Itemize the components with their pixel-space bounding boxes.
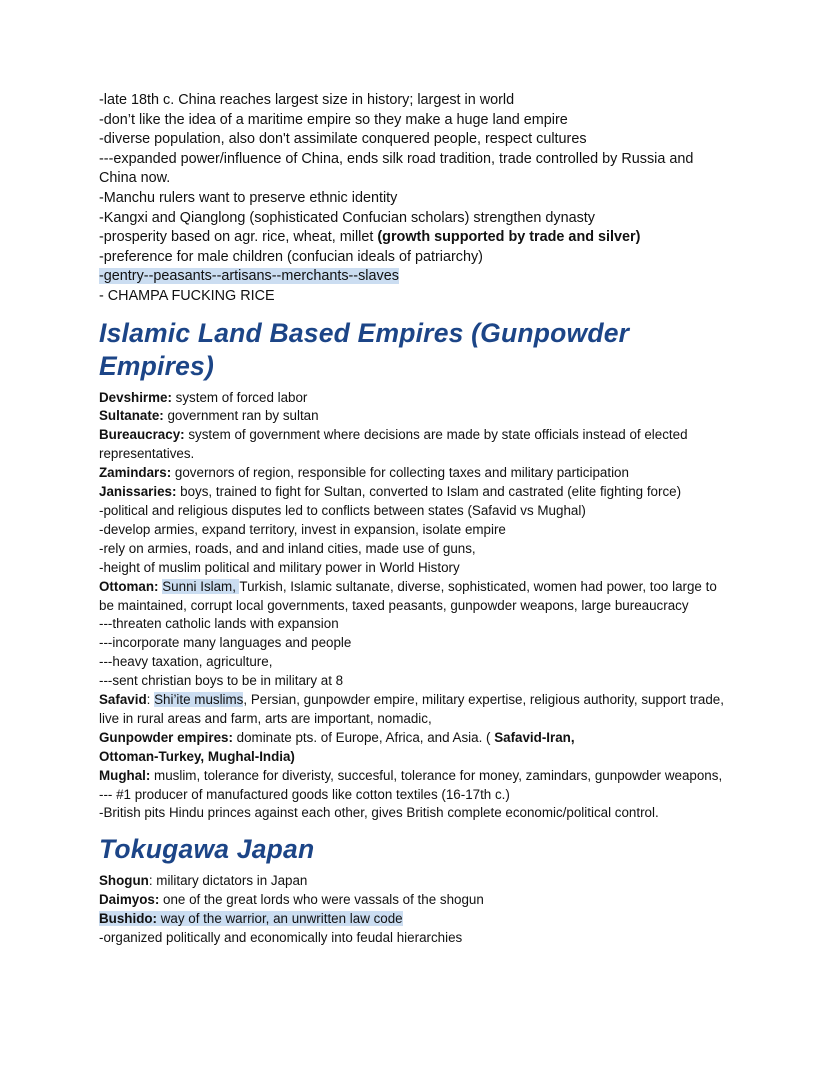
text-run: --- #1 producer of manufactured goods like cotton textiles (16-17th c.) — [99, 786, 510, 802]
paragraph — [99, 150, 734, 189]
paragraph — [99, 891, 734, 910]
text-run: Shogun — [99, 873, 149, 889]
paragraph — [99, 209, 734, 229]
text-run: Ottoman: — [99, 578, 159, 594]
text-run: -prosperity based on agr. rice, wheat, millet — [99, 229, 378, 246]
text-run: Safavid-Iran, — [494, 729, 575, 745]
text-run: Safavid — [99, 692, 147, 708]
paragraph — [99, 578, 734, 616]
paragraph — [99, 786, 734, 805]
highlighted-text-run: -gentry--peasants--artisans--merchants--slaves — [99, 268, 399, 285]
paragraph — [99, 615, 734, 634]
text-run: Turkish, Islamic sultanate, diverse, sophisticated, women had power, too large to be maintained, corrupt local governments, taxed peasants, gunpowder weapons, large bureaucracy — [99, 578, 717, 613]
paragraph — [99, 130, 734, 150]
highlighted-text-run: Bushido: — [99, 911, 158, 927]
highlighted-text-run: way of the warrior, an unwritten law code — [157, 911, 403, 927]
text-run: governors of region, responsible for collecting taxes and military participation — [171, 465, 629, 481]
paragraph — [99, 521, 734, 540]
paragraph — [99, 287, 734, 307]
text-run: ---expanded power/influence of China, ends silk road tradition, trade controlled by Russia and China now. — [99, 150, 694, 187]
paragraph — [99, 267, 734, 287]
text-run: -British pits Hindu princes against each other, gives British complete economic/political control. — [99, 805, 659, 821]
paragraph — [99, 111, 734, 131]
paragraph — [99, 464, 734, 483]
text-run: : — [146, 692, 155, 708]
text-run: : military dictators in Japan — [148, 873, 308, 889]
paragraph — [99, 767, 734, 786]
text-run: ---sent christian boys to be in military at 8 — [99, 673, 344, 689]
text-run: -Kangxi and Qianglong (sophisticated Confucian scholars) strengthen dynasty — [99, 209, 595, 226]
paragraph — [99, 910, 734, 929]
text-run: boys, trained to fight for Sultan, converted to Islam and castrated (elite fighting force) — [176, 484, 682, 500]
text-run: government ran by sultan — [163, 408, 319, 424]
text-run: muslim, tolerance for diveristy, succesful, tolerance for money, zamindars, gunpowder weapons, — [150, 767, 723, 783]
paragraph — [99, 559, 734, 578]
text-run: dominate pts. of Europe, Africa, and Asia. ( — [232, 729, 495, 745]
paragraph — [99, 228, 734, 248]
text-run: Tokugawa Japan — [99, 834, 315, 865]
paragraph — [99, 248, 734, 268]
paragraph — [99, 389, 734, 408]
text-run: Sultanate: — [99, 408, 164, 424]
paragraph — [99, 804, 734, 823]
text-run: -Manchu rulers want to preserve ethnic identity — [99, 189, 398, 206]
text-run: ---incorporate many languages and people — [99, 635, 352, 651]
text-run: Bureaucracy: — [99, 427, 185, 443]
paragraph — [99, 729, 734, 767]
section-heading — [99, 833, 734, 866]
paragraph — [99, 691, 734, 729]
text-run: system of government where decisions are made by state officials instead of elected representatives. — [99, 427, 688, 462]
text-run: -political and religious disputes led to conflicts between states (Safavid vs Mughal) — [99, 502, 586, 518]
text-run: -develop armies, expand territory, invest in expansion, isolate empire — [99, 521, 506, 537]
paragraph — [99, 502, 734, 521]
text-run: Devshirme: — [99, 389, 172, 405]
text-run: (growth supported by trade and silver) — [377, 229, 641, 246]
text-run: system of forced labor — [171, 389, 308, 405]
text-run: -preference for male children (confucian ideals of patriarchy) — [99, 248, 483, 265]
section-heading — [99, 317, 734, 383]
paragraph — [99, 929, 734, 948]
paragraph — [99, 540, 734, 559]
paragraph — [99, 653, 734, 672]
paragraph — [99, 672, 734, 691]
text-run: Ottoman-Turkey, Mughal-India) — [99, 748, 295, 764]
text-run: -organized politically and economically into feudal hierarchies — [99, 930, 463, 946]
text-run: -don’t like the idea of a maritime empire so they make a huge land empire — [99, 111, 568, 128]
paragraph — [99, 91, 734, 111]
text-run: - CHAMPA FUCKING RICE — [99, 287, 275, 304]
text-run: ---heavy taxation, agriculture, — [99, 654, 273, 670]
paragraph — [99, 483, 734, 502]
text-run: -diverse population, also don't assimilate conquered people, respect cultures — [99, 131, 587, 148]
text-run: Gunpowder empires: — [99, 729, 233, 745]
paragraph — [99, 426, 734, 464]
paragraph — [99, 872, 734, 891]
text-run: ---threaten catholic lands with expansion — [99, 616, 339, 632]
text-run: -rely on armies, roads, and and inland cities, made use of guns, — [99, 540, 476, 556]
text-run: Islamic Land Based Empires (Gunpowder Empires) — [99, 317, 630, 381]
text-run: Mughal: — [99, 767, 151, 783]
document-content — [99, 91, 734, 948]
text-run: Daimyos: — [99, 892, 160, 908]
paragraph — [99, 634, 734, 653]
text-run: Janissaries: — [99, 484, 177, 500]
highlighted-text-run: Sunni Islam, — [162, 578, 240, 594]
text-run: -height of muslim political and military power in World History — [99, 559, 460, 575]
highlighted-text-run: Shi’ite muslims — [154, 692, 244, 708]
paragraph — [99, 189, 734, 209]
text-run: , Persian, gunpowder empire, military expertise, religious authority, support trade, live in rural areas and farm, arts are important, nomadic, — [99, 692, 724, 726]
text-run: one of the great lords who were vassals of the shogun — [159, 892, 484, 908]
text-run: -late 18th c. China reaches largest size in history; largest in world — [99, 92, 515, 108]
text-run: Zamindars: — [99, 465, 172, 481]
paragraph — [99, 407, 734, 426]
